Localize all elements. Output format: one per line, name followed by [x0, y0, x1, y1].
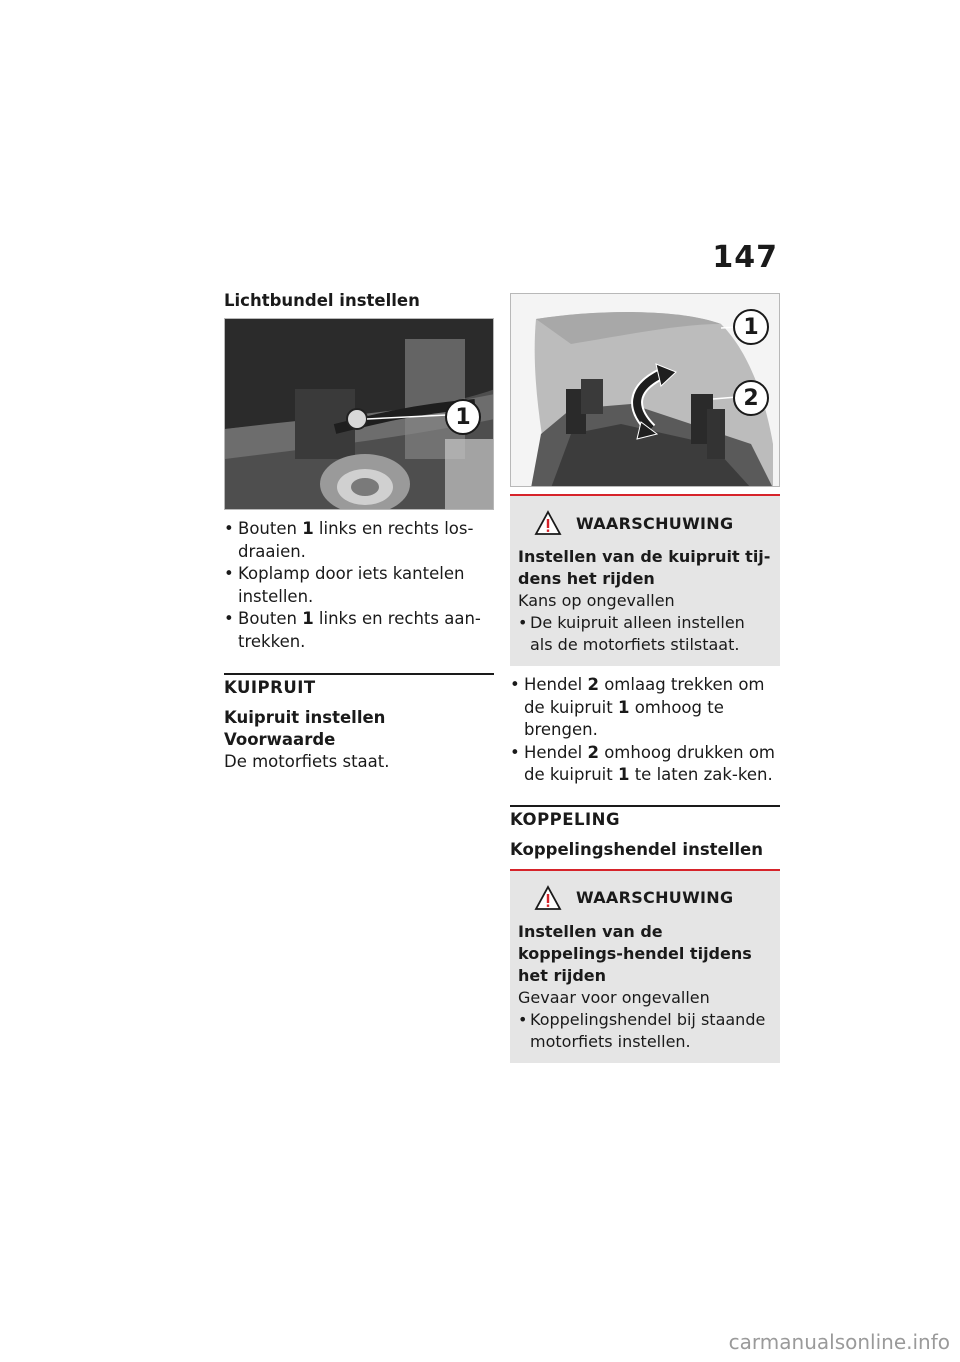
heading-lichtbundel: Lichtbundel instellen — [224, 291, 420, 310]
section-title-koppeling: KOPPELING — [510, 809, 621, 829]
warning-list — [518, 612, 772, 656]
warning-item: • Koppelingshendel bij staande motorfiets instellen. — [518, 1009, 772, 1053]
step-text: Bouten — [238, 609, 303, 628]
warning-triangle-icon — [534, 885, 562, 911]
step-ref: 1 — [302, 609, 314, 628]
step-item — [224, 608, 494, 653]
kuipruit-steps — [510, 674, 780, 787]
step-item — [510, 742, 780, 787]
page-number: 147 — [712, 240, 778, 275]
warning-triangle-icon — [534, 510, 562, 536]
warning-box-kuipruit — [510, 494, 780, 666]
footer-watermark: carmanualsonline.info — [728, 1330, 950, 1354]
step-text: omlaag trekken om de kuipruit — [524, 675, 765, 717]
step-ref: 1 — [617, 697, 630, 717]
figure-callout-1: 1 — [445, 399, 481, 435]
warning-text: Gevaar voor ongevallen — [518, 987, 710, 1007]
warning-box-koppeling — [510, 869, 780, 1063]
warning-subtitle: Instellen van de kuipruit tij-dens het rijden — [518, 547, 771, 588]
figure-callout-2: 2 — [733, 380, 769, 416]
step-text: Bouten — [238, 519, 303, 538]
step-ref: 1 — [617, 765, 630, 784]
step-text: links en rechts los-draaien. — [238, 519, 474, 561]
left-column — [224, 290, 494, 773]
warning-item: • De kuipruit alleen instellen als de motorfiets stilstaat. — [518, 612, 772, 656]
section-rule — [510, 805, 780, 807]
section-title-kuipruit: KUIPRUIT — [224, 678, 316, 697]
step-text: te laten zak-ken. — [629, 765, 773, 784]
step-text: Hendel — [524, 675, 588, 694]
prereq-text: De motorfiets staat. — [224, 752, 390, 771]
step-ref: 1 — [302, 519, 314, 538]
step-item — [224, 563, 494, 608]
warning-list — [518, 1009, 772, 1053]
step-item — [510, 674, 780, 742]
warning-title: WAARSCHUWING — [576, 888, 734, 907]
headlight-figure — [224, 318, 494, 510]
subheading-kuipruit: Kuipruit instellen — [224, 708, 386, 727]
step-text: omhoog drukken om de kuipruit — [524, 742, 776, 784]
section-rule — [224, 673, 494, 675]
subheading-koppeling: Koppelingshendel instellen — [510, 839, 763, 859]
warning-title: WAARSCHUWING — [576, 513, 734, 533]
lichtbundel-steps — [224, 518, 494, 653]
figure-callout-1: 1 — [733, 309, 769, 345]
step-text: links en rechts aan-trekken. — [238, 609, 481, 651]
step-item — [224, 518, 494, 563]
windshield-figure — [510, 293, 780, 487]
step-text: Koplamp door iets kantelen instellen. — [238, 564, 465, 606]
step-ref: 2 — [587, 675, 599, 694]
warning-header — [534, 883, 772, 913]
warning-header — [534, 508, 772, 538]
right-column — [510, 293, 780, 1063]
warning-subtitle: Instellen van de koppelings-hendel tijdens het rijden — [518, 921, 752, 985]
step-ref: 2 — [587, 742, 599, 762]
warning-text: Kans op ongevallen — [518, 591, 675, 610]
step-text: omhoog te brengen. — [524, 697, 724, 739]
prereq-heading: Voorwaarde — [224, 730, 336, 749]
step-text: Hendel — [524, 742, 588, 762]
